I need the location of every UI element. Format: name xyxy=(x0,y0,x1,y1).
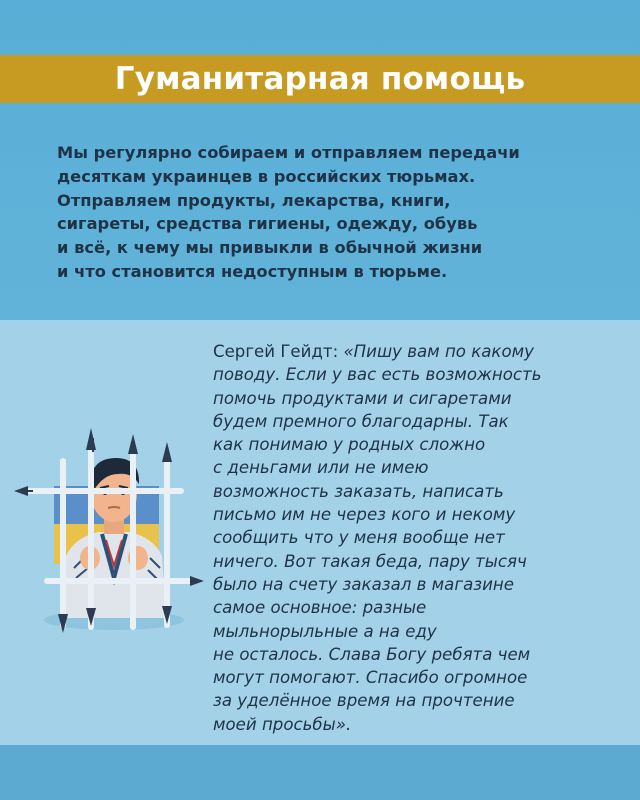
title-banner xyxy=(0,55,640,103)
page-title: Гуманитарная помощь xyxy=(114,61,526,97)
quote-author: Сергей Гейдт: xyxy=(213,342,344,361)
quote-block xyxy=(213,340,618,736)
prisoner-behind-bars-icon xyxy=(14,428,204,633)
quote-text: «Пишу вам по какому поводу. Если у вас есть возможность помочь продуктами и сигаретами будем премного благодарны. Так как понимаю у родных сложно с деньгами или не имею возможность заказать, написать письмо им не через кого и некому сообщить что у меня вообще нет ничего. Вот такая беда, пару тысяч было на счету заказал в магазине самое основное: разные мыльнорыльные а на еду не осталось. Слава Богу ребята чем могут помогают. Спасибо огромное за уделённое время на прочтение моей просьбы». xyxy=(213,342,542,734)
bottom-strip xyxy=(0,745,640,800)
intro-text: Мы регулярно собираем и отправляем передачи десяткам украинцев в российских тюрьмах. Отправляем продукты, лекарства, книги, сигареты, средства гигиены, одежду, обувь и всё, к чему мы привыкли в обычной жизни и что становится недоступным в тюрьме. xyxy=(57,143,520,281)
